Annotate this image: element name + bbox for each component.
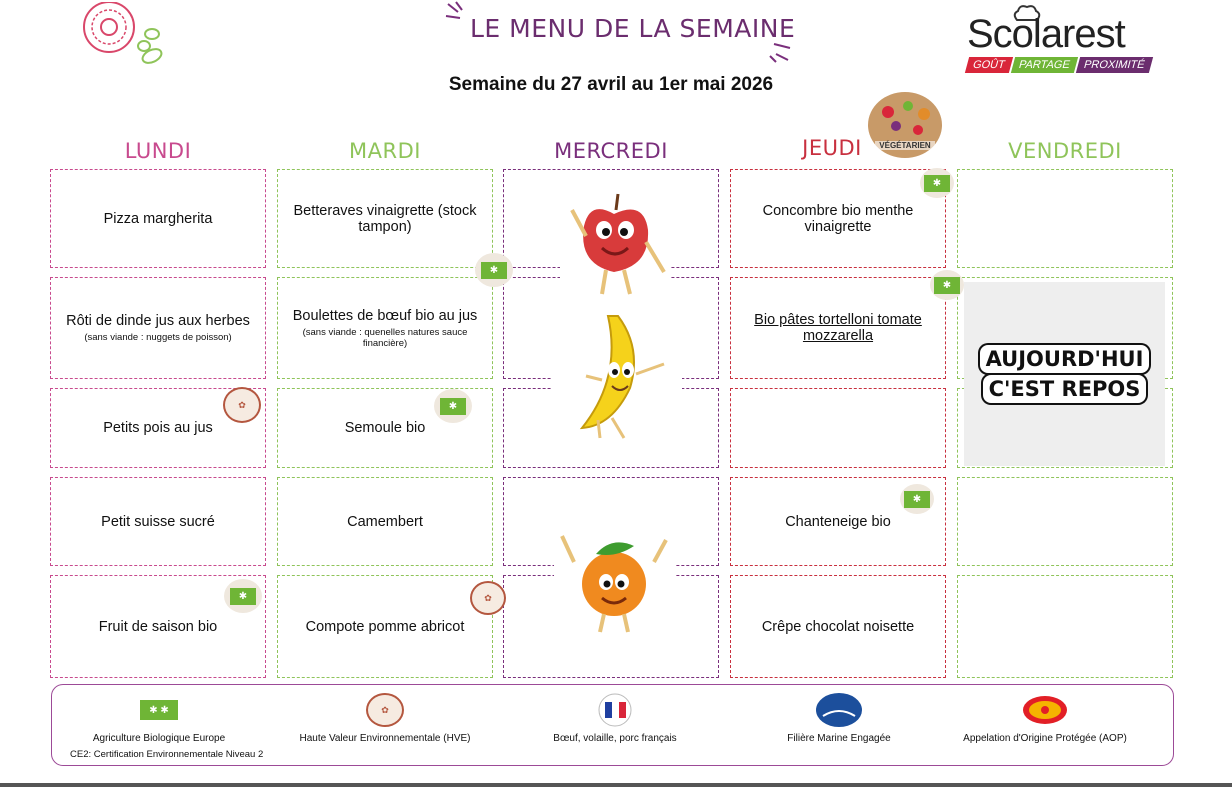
- dish-name: Concombre bio menthe vinaigrette: [762, 202, 914, 235]
- menu-cell-vendredi-1: [957, 169, 1173, 268]
- eu-organic-leaf-icon: ✱: [224, 579, 262, 613]
- eu-organic-leaf-icon: ✱ ✱: [140, 700, 178, 720]
- dish-alternative: (sans viande : nuggets de poisson): [84, 332, 232, 343]
- menu-cell-jeudi-3: [730, 388, 946, 468]
- hve-seal-icon: ✿: [470, 581, 506, 615]
- hve-seal-icon: ✿: [223, 387, 261, 423]
- menu-cell-jeudi-5: [730, 575, 946, 678]
- legend-label: Haute Valeur Environnementale (HVE): [299, 733, 471, 744]
- dish-name: Petit suisse sucré: [101, 513, 215, 530]
- eu-organic-leaf-icon: ✱: [900, 484, 934, 514]
- day-header-lundi: LUNDI: [124, 139, 192, 163]
- filiere-marine-icon: [815, 692, 863, 728]
- brand-tagline: [967, 57, 1152, 73]
- eu-organic-leaf-icon: ✱: [475, 253, 513, 287]
- orange-mascot-icon: [554, 532, 676, 643]
- decorative-stamp-logo: [82, 2, 136, 52]
- apple-mascot-icon: [560, 186, 670, 307]
- tagline-gout: GOÛT: [965, 57, 1013, 73]
- legend-label: Bœuf, volaille, porc français: [553, 733, 677, 744]
- dish-name: Chanteneige bio: [785, 513, 891, 530]
- eu-organic-leaf-icon: ✱: [920, 168, 954, 198]
- dish-name: Crêpe chocolat noisette: [761, 618, 915, 635]
- dish-name: Camembert: [347, 513, 423, 530]
- dish-name: Compote pomme abricot: [305, 618, 465, 635]
- page-title: LE MENU DE LA SEMAINE: [470, 14, 796, 43]
- menu-cell-vendredi-5: [957, 575, 1173, 678]
- eu-organic-leaf-icon: ✱: [930, 270, 964, 300]
- french-flag-icon: [595, 693, 635, 727]
- day-header-mercredi: MERCREDI: [554, 139, 668, 163]
- dish-name: Rôti de dinde jus aux herbes: [66, 313, 250, 329]
- menu-cell-mardi-5: [277, 575, 493, 678]
- menu-cell-mardi-4: [277, 477, 493, 566]
- day-header-jeudi: JEUDI: [802, 136, 862, 160]
- menu-cell-lundi-4: [50, 477, 266, 566]
- dish-name: Semoule bio: [344, 420, 426, 436]
- page-bottom-border: [0, 783, 1232, 787]
- week-label: Semaine du 27 avril au 1er mai 2026: [448, 74, 774, 95]
- aop-seal-icon: [1022, 695, 1068, 725]
- menu-cell-mardi-2: [277, 277, 493, 379]
- legend-label: Appelation d'Origine Protégée (AOP): [963, 733, 1127, 744]
- menu-cell-lundi-2: [50, 277, 266, 379]
- banana-mascot-icon: [552, 308, 682, 453]
- holiday-line-2: C'EST REPOS: [983, 375, 1147, 403]
- dish-alternative: (sans viande : quenelles natures sauce financière): [302, 326, 468, 349]
- menu-cell-lundi-1: [50, 169, 266, 268]
- eu-organic-leaf-icon: ✱: [434, 389, 472, 423]
- menu-cell-jeudi-1: [730, 169, 946, 268]
- holiday-line-1: AUJOURD'HUI: [980, 345, 1150, 373]
- tagline-partage: PARTAGE: [1011, 57, 1078, 73]
- legend-label: Agriculture Biologique Europe: [92, 733, 226, 744]
- vegetarian-label: VÉGÉTARIEN: [875, 141, 934, 150]
- dish-name: Fruit de saison bio: [98, 618, 218, 635]
- dish-name: Bio pâtes tortelloni tomate mozzarella: [754, 312, 922, 344]
- hve-seal-icon: ✿: [366, 693, 404, 727]
- dish-name: Boulettes de bœuf bio au jus: [292, 307, 478, 324]
- menu-cell-vendredi-4: [957, 477, 1173, 566]
- legend-label: Filière Marine Engagée: [787, 733, 891, 744]
- holiday-banner: [964, 282, 1165, 466]
- legend-item-aop: [930, 693, 1160, 744]
- day-header-mardi: MARDI: [349, 139, 421, 163]
- tagline-proximite: PROXIMITÉ: [1075, 57, 1152, 73]
- certification-legend: [51, 684, 1174, 766]
- dish-name: Pizza margherita: [103, 210, 213, 227]
- legend-item-hve: [270, 693, 500, 744]
- legend-item-filiere-marine: [724, 693, 954, 744]
- legend-note: CE2: Certification Environnementale Niveau 2: [70, 749, 264, 760]
- day-header-vendredi: VENDREDI: [1008, 139, 1122, 163]
- menu-cell-jeudi-2: [730, 277, 946, 379]
- brand-logo: Scolarest: [967, 12, 1125, 56]
- legend-item-bio: [44, 693, 274, 744]
- menu-cell-mardi-1: [277, 169, 493, 268]
- legend-item-french-meat: [500, 693, 730, 744]
- dish-name: Betteraves vinaigrette (stock tampon): [293, 202, 477, 235]
- dish-name: Petits pois au jus: [103, 420, 213, 436]
